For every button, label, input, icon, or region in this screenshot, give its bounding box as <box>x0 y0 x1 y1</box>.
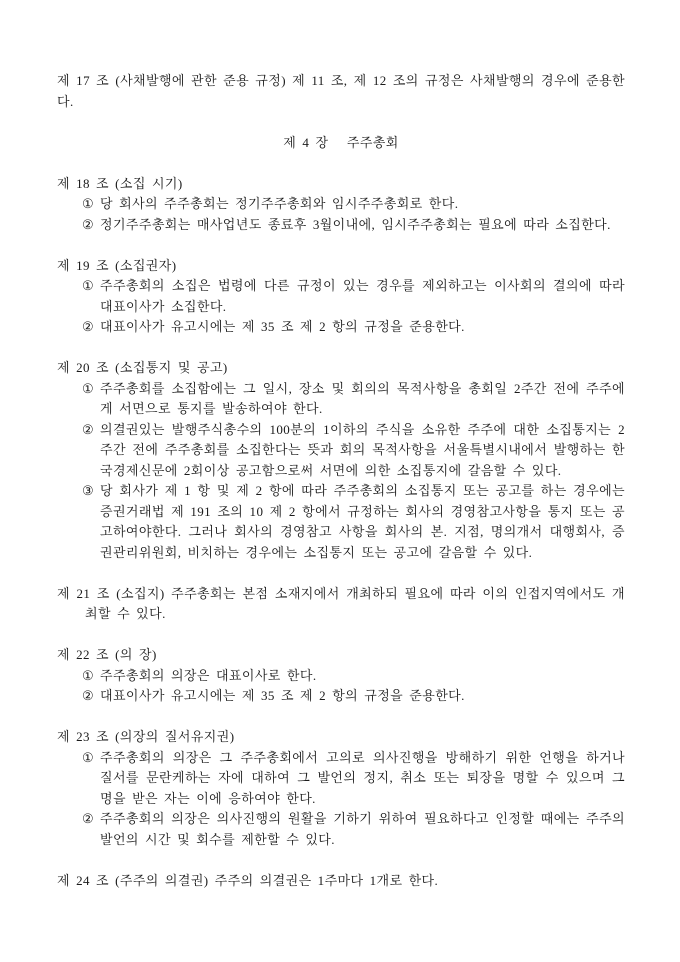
list-item <box>82 215 625 236</box>
article-23-heading: 제 23 조 (의장의 질서유지권) <box>57 729 235 744</box>
item-text: 의결권있는 발행주식총수의 100분의 1이하의 주식을 소유한 주주에 대한 소집통지는 2 주간 전에 주주총회를 소집한다는 뜻과 회의 목적사항을 서울특별시내에서 발행하는 한국경제신문에 2회이상 공고함으로써 서면에 의한 소집통지에 갈음할 수 있다. <box>100 421 625 478</box>
article-22-heading: 제 22 조 (의 장) <box>57 647 157 662</box>
article-24-paragraph: 제 24 조 (주주의 의결권) 주주의 의결권은 1주마다 1개로 한다. <box>57 872 439 888</box>
item-marker: ② <box>82 421 95 437</box>
item-marker: ② <box>82 688 95 703</box>
article-19 <box>57 256 625 338</box>
item-marker: ② <box>82 319 95 334</box>
item-text: 당 회사의 주주총회는 정기주주총회와 임시주주총회로 한다. <box>100 196 459 211</box>
list-item <box>82 276 625 317</box>
article-19-heading: 제 19 조 (소집권자) <box>57 257 177 273</box>
list-item <box>82 666 625 687</box>
article-18-heading: 제 18 조 (소집 시기) <box>57 175 183 191</box>
item-text: 주주총회의 의장은 의사진행의 원활을 기하기 위하여 필요하다고 인정할 때에는 주주의 발언의 시간 및 회수를 제한할 수 있다. <box>100 811 625 847</box>
list-item <box>82 686 625 707</box>
item-text: 주주총회의 의장은 그 주주총회에서 고의로 의사진행을 방해하기 위한 언행을 하거나 질서를 문란케하는 자에 대하여 그 발언의 정지, 취소 또는 퇴장을 명할 수 있으며 그 명을 받은 자는 이에 응하여야 한다. <box>100 749 625 806</box>
item-text: 당 회사가 제 1 항 및 제 2 항에 따라 주주총회의 소집통지 또는 공고를 하는 경우에는 증권거래법 제 191 조의 10 제 2 항에서 규정하는 회사의 경영참고사항을 통지 또는 공고하여야한다. 그러나 회사의 경영참고 사항을 회사의 본. 지점, 명의개서 대행회사, 증권관리위원회, 비치하는 경우에는 소집통지 또는 공고에 갈음할 수 있다. <box>100 483 625 560</box>
article-20-items <box>82 379 625 564</box>
item-marker: ② <box>82 811 95 826</box>
item-marker: ① <box>82 278 95 293</box>
article-19-items <box>82 276 625 338</box>
item-text: 주주총회의 소집은 법령에 다른 규정이 있는 경우를 제외하고는 이사회의 결의에 따라 대표이사가 소집한다. <box>100 278 625 314</box>
list-item <box>82 379 625 420</box>
article-17-paragraph: 제 17 조 (사채발행에 관한 준용 규정) 제 11 조, 제 12 조의 규정은 사채발행의 경우에 준용한다. <box>57 73 625 109</box>
list-item <box>82 809 625 850</box>
item-marker: ① <box>82 749 95 765</box>
article-20 <box>57 358 625 563</box>
list-item <box>82 317 625 338</box>
article-21-paragraph: 제 21 조 (소집지) 주주총회는 본점 소재지에서 개최하되 필요에 따라 이의 인접지역에서도 개최할 수 있다. <box>57 585 625 621</box>
article-18-items <box>82 194 625 235</box>
item-marker: ① <box>82 196 95 211</box>
item-marker: ③ <box>82 483 95 498</box>
list-item <box>82 481 625 563</box>
item-text: 대표이사가 유고시에는 제 35 조 제 2 항의 규정을 준용한다. <box>100 319 465 334</box>
list-item <box>82 420 625 482</box>
item-text: 대표이사가 유고시에는 제 35 조 제 2 항의 규정을 준용한다. <box>100 688 465 703</box>
item-marker: ② <box>82 216 95 232</box>
item-text: 정기주주총회는 매사업년도 종료후 3월이내에, 임시주주총회는 필요에 따라 소집한다. <box>100 216 611 232</box>
article-22 <box>57 645 625 707</box>
item-text: 주주총회의 의장은 대표이사로 한다. <box>100 667 317 683</box>
article-23 <box>57 727 625 850</box>
article-22-items <box>82 666 625 707</box>
item-marker: ① <box>82 380 95 396</box>
article-18 <box>57 174 625 236</box>
article-23-items <box>82 748 625 851</box>
list-item <box>82 748 625 810</box>
list-item <box>82 194 625 215</box>
item-text: 주주총회를 소집함에는 그 일시, 장소 및 회의의 목적사항을 총회일 2주간 전에 주주에게 서면으로 통지를 발송하여야 한다. <box>100 380 625 416</box>
chapter-4-heading: 제 4 장 주주총회 <box>283 134 399 150</box>
article-20-heading: 제 20 조 (소집통지 및 공고) <box>57 360 228 375</box>
item-marker: ① <box>82 667 95 683</box>
